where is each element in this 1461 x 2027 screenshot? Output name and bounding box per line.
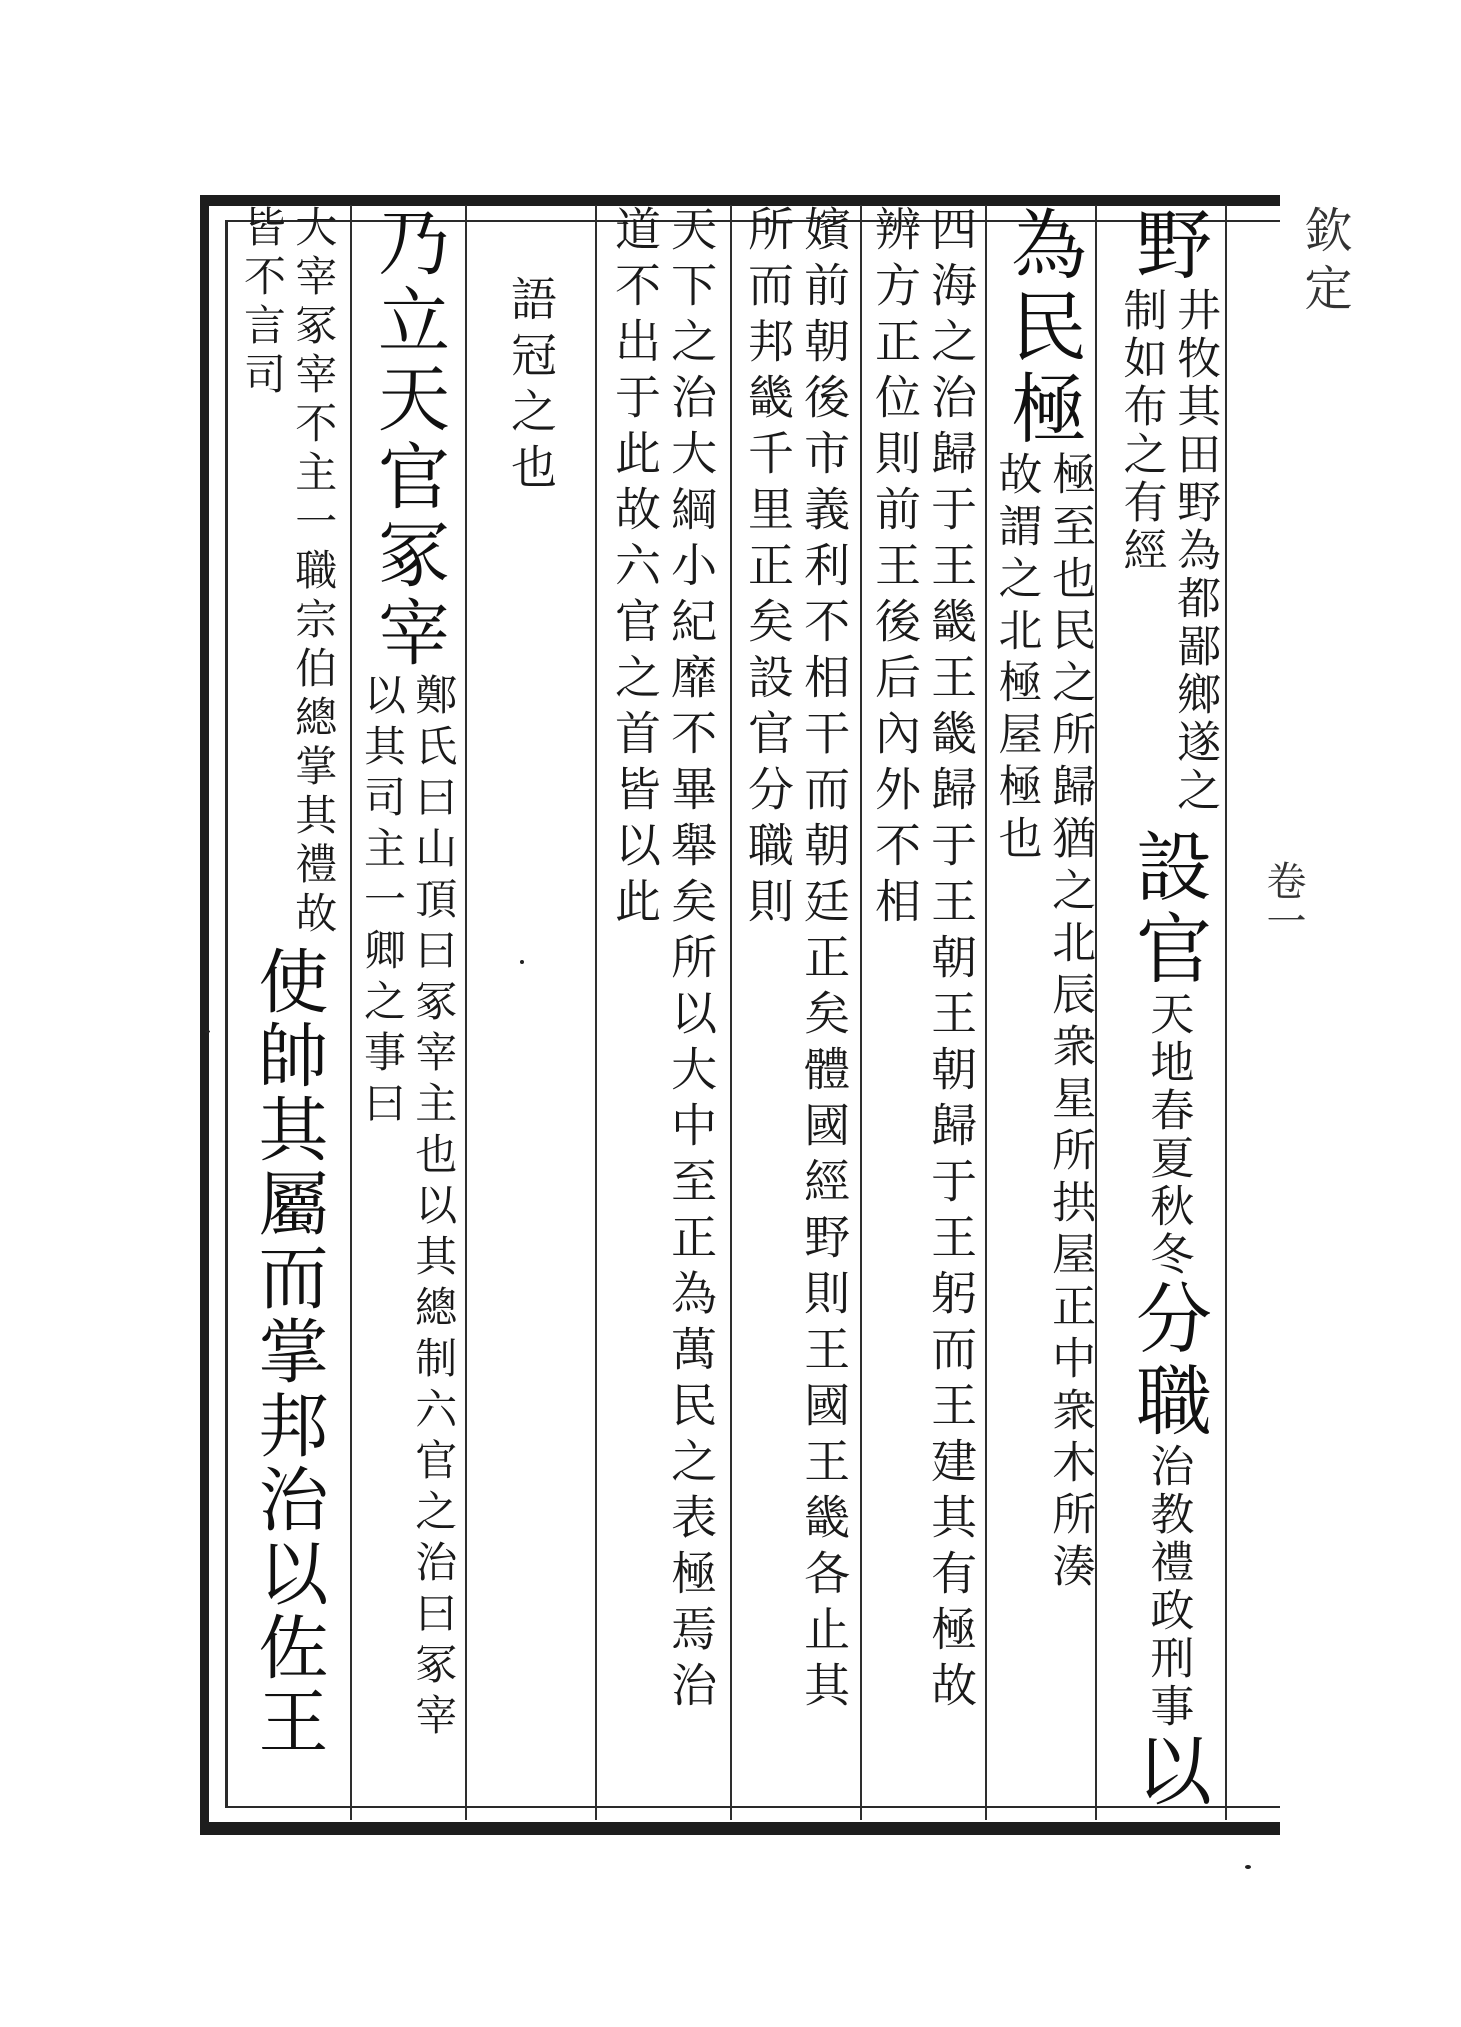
commentary-text: 嬪前朝後市義利不相干而朝廷正矣體國經野則王國王畿各止其所而邦畿千里正矣設官分職則 xyxy=(741,205,852,1717)
ink-speck xyxy=(520,960,524,964)
text-column-6 xyxy=(468,205,594,1820)
commentary-text: 語冠之也 xyxy=(504,275,559,499)
text-column-8 xyxy=(228,205,348,1820)
main-text: 設官 xyxy=(1123,827,1213,991)
text-column-7 xyxy=(352,205,464,1820)
column-rule xyxy=(1225,205,1227,1820)
main-text: 以 xyxy=(1123,1731,1213,1813)
commentary-text: 治教禮政刑事 xyxy=(1142,1443,1194,1731)
main-text: 為民極 xyxy=(998,205,1088,451)
text-column-5 xyxy=(598,205,728,1820)
main-text: 乃立天官冢宰 xyxy=(366,205,450,673)
main-text: 使帥其屬而掌邦治以佐王 xyxy=(247,945,329,1759)
text-column-1 xyxy=(1110,205,1225,1820)
ink-speck xyxy=(205,1030,210,1033)
commentary-text: 四海之治歸于王畿王畿歸于王朝王朝歸于王躬而王建其有極故辨方正位則前王後后內外不相 xyxy=(868,205,979,1717)
main-text: 野 xyxy=(1123,205,1213,287)
main-text: 分職 xyxy=(1123,1279,1213,1443)
column-rule xyxy=(730,205,732,1820)
column-rule xyxy=(465,205,467,1820)
column-rule xyxy=(985,205,987,1820)
commentary-text: 井牧其田野為都鄙鄉遂之制如布之有經 xyxy=(1115,287,1221,815)
commentary-text: 天下之治大綱小紀靡不畢舉矣所以大中至正為萬民之表極焉治道不出于此故六官之首皆以此 xyxy=(608,205,719,1717)
ink-speck xyxy=(1245,1865,1251,1869)
commentary-text: 天地春夏秋冬 xyxy=(1142,991,1194,1279)
margin-title: 欽定 xyxy=(1296,205,1352,321)
text-column-4 xyxy=(733,205,859,1820)
column-rule xyxy=(595,205,597,1820)
text-column-2 xyxy=(990,205,1095,1820)
commentary-text: 極至也民之所歸猶之北辰衆星所拱屋正中衆木所湊故謂之北極屋極也 xyxy=(990,451,1096,1595)
text-column-3 xyxy=(862,205,984,1820)
commentary-text: 大宰冢宰不主一職宗伯總掌其禮故皆不言司 xyxy=(238,205,339,940)
margin-juan-label: 卷一 xyxy=(1260,860,1306,940)
commentary-text: 鄭氏曰山頂曰冢宰主也以其總制六官之治曰冢宰以其司主一卿之事曰 xyxy=(358,673,459,1744)
